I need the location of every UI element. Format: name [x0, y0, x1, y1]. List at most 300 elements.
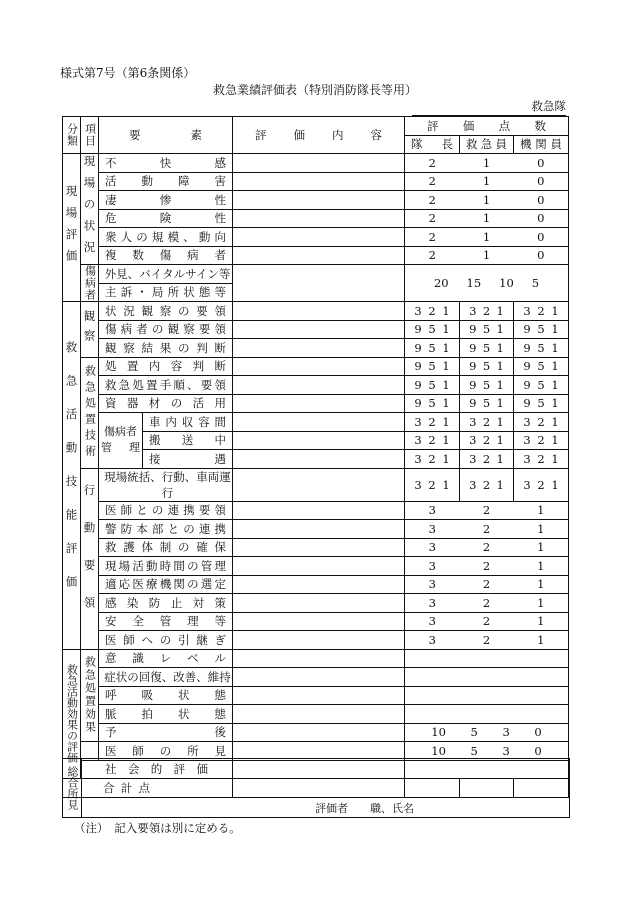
point-value: 1: [496, 377, 504, 392]
points-1: 2: [460, 631, 514, 650]
element-label: 危険性: [99, 209, 233, 228]
points-1: 2: [460, 538, 514, 557]
element-label: 呼吸状態: [99, 686, 233, 705]
content-input[interactable]: [233, 265, 405, 302]
points-rescuer: 1: [460, 172, 514, 191]
points-0: 3: [405, 501, 460, 520]
point-value: 3: [414, 451, 422, 466]
point-value: 5: [470, 725, 478, 740]
element-label: 予後: [99, 723, 233, 742]
points-cell: [405, 413, 460, 432]
element-label: 傷病者の観察要領: [99, 320, 233, 339]
element-label: 処置内容判断: [99, 357, 233, 376]
points-cell: [405, 357, 460, 376]
sub-patient-management: 傷病者管理: [99, 413, 143, 469]
point-value: 1: [551, 322, 559, 337]
element-label: 接遇: [143, 450, 233, 469]
points-2: 1: [514, 631, 569, 650]
point-value: 5: [482, 396, 491, 411]
points-crew: 0: [514, 154, 569, 173]
points-triple: [514, 377, 568, 393]
content-input[interactable]: [233, 450, 405, 469]
content-input[interactable]: [233, 413, 405, 432]
points-triple: [405, 477, 459, 493]
element-label: 凄惨性: [99, 191, 233, 210]
point-value: 10: [431, 725, 446, 740]
point-value: 5: [428, 322, 436, 337]
point-value: 1: [551, 359, 559, 374]
point-value: 5: [537, 322, 545, 337]
points-triple: [460, 477, 513, 493]
element-label: 救護体制の確保: [99, 538, 233, 557]
point-value: 9: [414, 340, 422, 355]
point-value: 0: [534, 725, 542, 740]
point-value: 15: [466, 276, 482, 290]
points-triple: [460, 358, 513, 374]
points-triple: [405, 358, 459, 374]
point-value: 3: [502, 743, 510, 758]
content-input[interactable]: [233, 686, 405, 705]
point-value: 3: [523, 451, 531, 466]
header-element: 要素: [99, 117, 233, 154]
form-number: 様式第7号（第6条関係）: [60, 66, 196, 80]
points-0: 3: [405, 631, 460, 650]
points-triple: [405, 377, 459, 393]
points-0: 3: [405, 520, 460, 539]
point-value: 2: [537, 303, 545, 318]
content-input[interactable]: [233, 501, 405, 520]
summary-label: 総合所見: [63, 759, 82, 817]
points-triple: [514, 414, 568, 430]
points-rescuer: 1: [460, 191, 514, 210]
point-value: 2: [428, 414, 436, 429]
points-triple: [405, 395, 459, 411]
point-value: 5: [428, 359, 436, 374]
element-label: 主訴・局所状態等: [99, 283, 233, 302]
point-value: 2: [428, 451, 436, 466]
points-triple: [405, 451, 459, 467]
item-effect: 救急処置効果: [81, 649, 99, 742]
points-0: 3: [405, 575, 460, 594]
point-value: 5: [537, 377, 545, 392]
points-1: 2: [460, 594, 514, 613]
point-value: 1: [442, 414, 450, 429]
point-value: 9: [469, 359, 477, 374]
point-value: 2: [537, 451, 545, 466]
element-label: 適応医療機関の選定: [99, 575, 233, 594]
content-input[interactable]: [233, 649, 405, 668]
points-0: 3: [405, 557, 460, 576]
points-triple: [460, 377, 513, 393]
point-value: 1: [551, 477, 559, 492]
item-shochi: 救急処置技術: [81, 357, 99, 468]
points-cell: [460, 357, 514, 376]
point-value: 3: [414, 414, 422, 429]
points-cell: [460, 320, 514, 339]
element-label: 車内収容間: [143, 413, 233, 432]
point-value: 3: [469, 414, 477, 429]
point-value: 3: [469, 451, 477, 466]
content-input[interactable]: [233, 357, 405, 376]
points-captain: 2: [405, 209, 460, 228]
points-crew: 0: [514, 191, 569, 210]
point-value: 3: [523, 433, 531, 448]
point-value: 10: [499, 276, 514, 290]
evaluation-table: [62, 116, 569, 798]
points-triple: [460, 414, 513, 430]
points-cell: [514, 431, 569, 450]
points-cell: [514, 339, 569, 358]
point-value: 2: [428, 433, 436, 448]
element-label: 複数傷病者: [99, 246, 233, 265]
points-triple: [460, 395, 513, 411]
points-0: 3: [405, 538, 460, 557]
effect-points-blank: [405, 649, 569, 668]
point-value: 5: [482, 340, 491, 355]
point-value: 2: [482, 433, 491, 448]
points-cell: [405, 302, 460, 321]
header-content: 評価内容: [233, 117, 405, 154]
element-label: 医師との連携要領: [99, 501, 233, 520]
content-input[interactable]: [233, 191, 405, 210]
overall-comments-box[interactable]: [62, 758, 570, 818]
point-value: 9: [523, 377, 531, 392]
point-value: 3: [414, 477, 422, 492]
content-input[interactable]: [233, 575, 405, 594]
point-value: 9: [414, 359, 422, 374]
points-captain: 2: [405, 172, 460, 191]
team-suffix: 救急隊: [531, 99, 566, 113]
points-2: 1: [514, 612, 569, 631]
point-value: 1: [496, 396, 504, 411]
item-koudou: 行動要領: [81, 468, 99, 649]
points-crew: 0: [514, 172, 569, 191]
category-genba: 現場評価: [63, 154, 81, 302]
header-rescuer: 救急員: [460, 135, 514, 154]
points-triple: [405, 414, 459, 430]
point-value: 1: [442, 477, 450, 492]
point-value: 20: [433, 276, 449, 290]
points-triple: [405, 321, 459, 337]
element-label: 感染防止対策: [99, 594, 233, 613]
point-value: 1: [442, 396, 450, 411]
point-value: 9: [523, 340, 531, 355]
point-value: 1: [442, 359, 450, 374]
category-skills: 救急活動技能評価: [63, 302, 81, 650]
point-value: 2: [482, 414, 491, 429]
point-value: 1: [551, 433, 559, 448]
points-triple: [460, 303, 513, 319]
element-label: 脈拍状態: [99, 705, 233, 724]
point-value: 1: [551, 396, 559, 411]
points-rescuer: 1: [460, 154, 514, 173]
element-label: 搬送中: [143, 431, 233, 450]
item-genba: 現場の状況: [82, 155, 97, 263]
points-triple: [514, 432, 568, 448]
point-value: 2: [537, 477, 545, 492]
points-triple: [460, 321, 513, 337]
point-value: 5: [428, 377, 436, 392]
point-value: 1: [496, 303, 504, 318]
content-input[interactable]: [233, 209, 405, 228]
point-value: 5: [428, 396, 436, 411]
content-input[interactable]: [233, 376, 405, 395]
points-cell: [514, 468, 569, 501]
element-label: 現場統括、行動、車両運行: [99, 468, 233, 501]
point-value: 5: [537, 359, 545, 374]
points-triple: [514, 358, 568, 374]
point-value: 1: [496, 414, 504, 429]
points-cell: [405, 376, 460, 395]
point-value: 1: [551, 377, 559, 392]
point-value: 3: [469, 433, 477, 448]
points-captain: 2: [405, 191, 460, 210]
point-value: 2: [482, 303, 491, 318]
points-captain: 2: [405, 246, 460, 265]
point-value: 1: [442, 322, 450, 337]
points-cell: [460, 468, 514, 501]
header-points: 評価点数: [405, 117, 569, 136]
element-label: 不快感: [99, 154, 233, 173]
points-captain: 2: [405, 154, 460, 173]
points-triple: [514, 477, 568, 493]
content-input[interactable]: [233, 594, 405, 613]
points-cell: [514, 394, 569, 413]
point-value: 2: [537, 414, 545, 429]
points-cell: [405, 320, 460, 339]
points-triple: [460, 432, 513, 448]
content-input[interactable]: [233, 557, 405, 576]
points-rescuer: 1: [460, 209, 514, 228]
point-value: 1: [442, 377, 450, 392]
header-captain: 隊長: [405, 135, 460, 154]
points-crew: 0: [514, 246, 569, 265]
points-cell: [514, 450, 569, 469]
point-value: 1: [496, 359, 504, 374]
element-label: 意識レベル: [99, 649, 233, 668]
point-value: 2: [428, 477, 436, 492]
point-value: 3: [502, 725, 510, 740]
content-input[interactable]: [233, 320, 405, 339]
points-2: 1: [514, 538, 569, 557]
point-value: 5: [482, 377, 491, 392]
points-cell: [405, 468, 460, 501]
points-cell: [405, 339, 460, 358]
item-patient: 傷病者: [81, 265, 99, 302]
point-value: 10: [431, 743, 446, 758]
point-value: 5: [470, 743, 478, 758]
point-value: 5: [428, 340, 436, 355]
point-value: 3: [414, 303, 422, 318]
category-effect: 救急活動効果の評価: [63, 649, 81, 779]
points-cell: [460, 450, 514, 469]
points-cell: [514, 357, 569, 376]
element-label: 活動障害: [99, 172, 233, 191]
points-cell: [460, 413, 514, 432]
team-name-field[interactable]: [412, 99, 566, 116]
point-value: 5: [537, 340, 545, 355]
points-rescuer: 1: [460, 228, 514, 247]
element-label: 現場活動時間の管理: [99, 557, 233, 576]
point-value: 5: [482, 322, 491, 337]
point-value: 1: [442, 433, 450, 448]
point-value: 2: [428, 303, 436, 318]
point-value: 1: [496, 451, 504, 466]
points-0: 3: [405, 594, 460, 613]
points-triple: [514, 303, 568, 319]
point-value: 9: [523, 396, 531, 411]
point-value: 1: [496, 477, 504, 492]
point-value: 1: [551, 340, 559, 355]
element-label: 安全管理等: [99, 612, 233, 631]
points-1: 2: [460, 501, 514, 520]
patient-points: [405, 265, 569, 302]
point-value: 1: [551, 414, 559, 429]
points-cell: [460, 339, 514, 358]
evaluator-signature: 評価者 職、氏名: [315, 802, 414, 815]
item-kansatsu: 観察: [81, 302, 99, 358]
point-value: 9: [414, 377, 422, 392]
point-value: 1: [551, 451, 559, 466]
content-input[interactable]: [233, 612, 405, 631]
social-evaluation-label: 社会的評価: [81, 760, 233, 779]
content-input[interactable]: [233, 228, 405, 247]
content-input[interactable]: [233, 246, 405, 265]
points-cell: [514, 376, 569, 395]
element-label: 外見、バイタルサイン等: [99, 265, 233, 284]
content-input[interactable]: [233, 631, 405, 650]
point-value: 9: [469, 396, 477, 411]
points-cell: [460, 431, 514, 450]
points-rescuer: 1: [460, 246, 514, 265]
content-input[interactable]: [233, 172, 405, 191]
point-value: 9: [469, 377, 477, 392]
element-label: 医師の所見: [99, 742, 233, 761]
point-value: 1: [496, 322, 504, 337]
effect-points: [405, 723, 569, 742]
points-cell: [514, 320, 569, 339]
points-1: 2: [460, 575, 514, 594]
points-cell: [405, 431, 460, 450]
points-2: 1: [514, 575, 569, 594]
effect-points-blank: [405, 686, 569, 705]
point-value: 1: [442, 451, 450, 466]
point-value: 2: [482, 477, 491, 492]
element-label: 衆人の規模、動向: [99, 228, 233, 247]
points-captain: 2: [405, 228, 460, 247]
points-triple: [514, 340, 568, 356]
footnote: （注） 記入要領は別に定める。: [74, 821, 241, 835]
point-value: 3: [523, 414, 531, 429]
point-value: 5: [531, 276, 540, 290]
points-triple: [460, 451, 513, 467]
content-input[interactable]: [233, 339, 405, 358]
points-cell: [460, 394, 514, 413]
points-triple: [514, 321, 568, 337]
element-label: 救急処置手順、要領: [99, 376, 233, 395]
element-label: 医師への引継ぎ: [99, 631, 233, 650]
content-input[interactable]: [233, 302, 405, 321]
point-value: 9: [523, 359, 531, 374]
points-triple: [514, 395, 568, 411]
effect-points-blank: [405, 705, 569, 724]
content-input[interactable]: [233, 468, 405, 501]
element-label: 状況観察の要領: [99, 302, 233, 321]
point-value: 1: [496, 433, 504, 448]
point-value: 3: [469, 303, 477, 318]
points-triple: [514, 451, 568, 467]
point-value: 5: [537, 396, 545, 411]
point-value: 9: [469, 340, 477, 355]
content-input[interactable]: [233, 668, 405, 687]
content-input[interactable]: [233, 520, 405, 539]
points-cell: [405, 450, 460, 469]
points-2: 1: [514, 594, 569, 613]
total-label: 合計点: [63, 779, 233, 798]
points-triple: [405, 303, 459, 319]
content-input[interactable]: [233, 431, 405, 450]
element-label: 資器材の活用: [99, 394, 233, 413]
points-2: 1: [514, 501, 569, 520]
points-2: 1: [514, 557, 569, 576]
content-input[interactable]: [233, 723, 405, 742]
point-value: 1: [496, 340, 504, 355]
point-value: 9: [414, 322, 422, 337]
points-cell: [460, 376, 514, 395]
page-title: 救急業績評価表（特別消防隊長等用）: [212, 83, 417, 97]
points-crew: 0: [514, 228, 569, 247]
content-input[interactable]: [233, 538, 405, 557]
content-input[interactable]: [233, 394, 405, 413]
header-category: 分類: [63, 117, 81, 154]
point-value: 2: [537, 433, 545, 448]
header-crew: 機関員: [514, 135, 569, 154]
point-value: 2: [482, 451, 491, 466]
points-1: 2: [460, 612, 514, 631]
point-value: 1: [551, 303, 559, 318]
point-value: 1: [442, 303, 450, 318]
points-0: 3: [405, 612, 460, 631]
points-triple: [405, 432, 459, 448]
point-value: 9: [469, 322, 477, 337]
points-triple: [405, 340, 459, 356]
points-1: 2: [460, 557, 514, 576]
point-value: 3: [414, 433, 422, 448]
points-1: 2: [460, 520, 514, 539]
point-value: 9: [414, 396, 422, 411]
content-input[interactable]: [233, 705, 405, 724]
points-cell: [514, 413, 569, 432]
element-label: 観察結果の判断: [99, 339, 233, 358]
effect-points-blank: [405, 668, 569, 687]
points-crew: 0: [514, 209, 569, 228]
point-value: 3: [523, 477, 531, 492]
point-value: 1: [442, 340, 450, 355]
point-value: 0: [534, 743, 542, 758]
point-value: 3: [523, 303, 531, 318]
element-label: 警防本部との連携: [99, 520, 233, 539]
points-2: 1: [514, 520, 569, 539]
element-label: 症状の回復、改善、維持: [99, 668, 233, 687]
point-value: 9: [523, 322, 531, 337]
point-value: 3: [469, 477, 477, 492]
points-cell: [514, 302, 569, 321]
content-input[interactable]: [233, 154, 405, 173]
point-value: 5: [482, 359, 491, 374]
header-item: 項目: [81, 117, 99, 154]
points-cell: [405, 394, 460, 413]
points-cell: [460, 302, 514, 321]
